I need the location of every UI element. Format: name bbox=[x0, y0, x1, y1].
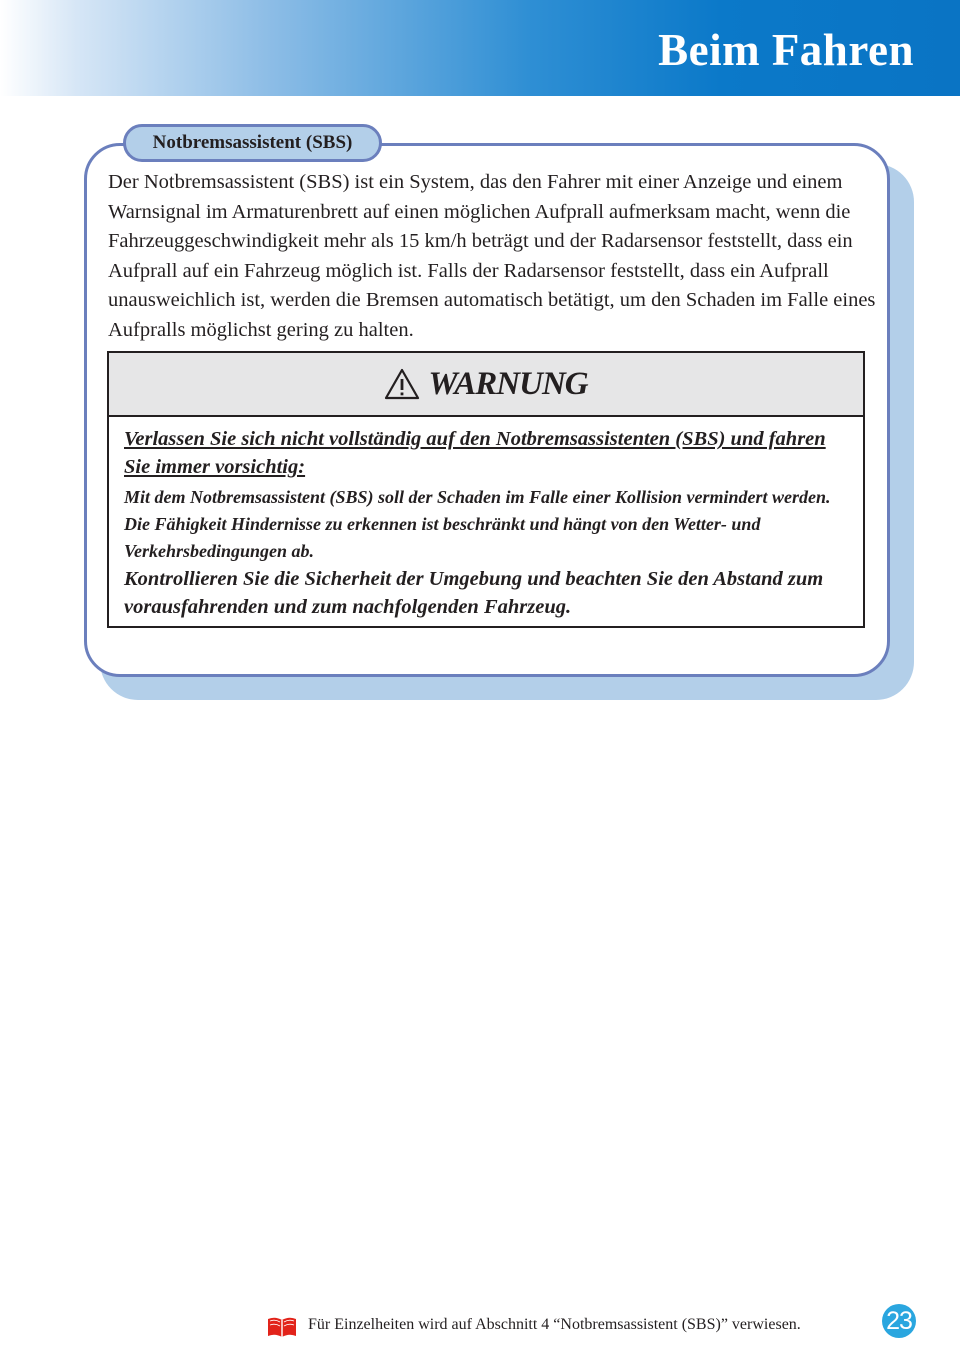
warning-box bbox=[107, 351, 865, 628]
warning-triangle-icon bbox=[384, 368, 420, 400]
warning-body bbox=[124, 425, 854, 621]
footer-reference: Für Einzelheiten wird auf Abschnitt 4 “Notbremsassistent (SBS)” verwiesen. bbox=[308, 1316, 801, 1333]
warning-title: WARNUNG bbox=[428, 365, 588, 402]
warning-detail: Mit dem Notbremsassistent (SBS) soll der Schaden im Falle einer Kollision vermindert werden. Die Fähigkeit Hindernisse zu erkennen ist beschränkt und hängt von den Wetter- und Verkehrsbedingungen ab. bbox=[124, 487, 831, 561]
section-tab: Notbremsassistent (SBS) bbox=[123, 124, 382, 162]
page-number-badge: 23 bbox=[882, 1304, 916, 1338]
warning-header bbox=[109, 353, 863, 417]
warning-closing: Kontrollieren Sie die Sicherheit der Umgebung und beachten Sie den Abstand zum vorausfahrenden und zum nachfolgenden Fahrzeug. bbox=[124, 568, 824, 618]
intro-paragraph: Der Notbremsassistent (SBS) ist ein System, das den Fahrer mit einer Anzeige und einem Warnsignal im Armaturenbrett auf einen möglichen Aufprall aufmerksam macht, wenn die Fahrzeuggeschwindigkeit mehr als 15 km/h beträgt und der Radarsensor feststellt, dass ein Aufprall auf ein Fahrzeug möglich ist. Falls der Radarsensor feststellt, dass ein Aufprall unausweichlich ist, werden die Bremsen automatisch betätigt, um den Schaden im Falle eines Aufpralls möglichst gering zu halten. bbox=[108, 171, 876, 341]
page-title: Beim Fahren bbox=[658, 25, 914, 75]
warning-lead: Verlassen Sie sich nicht vollständig auf den Notbremsassistenten (SBS) und fahren Sie immer vorsichtig: bbox=[124, 428, 826, 478]
book-icon bbox=[266, 1316, 298, 1338]
